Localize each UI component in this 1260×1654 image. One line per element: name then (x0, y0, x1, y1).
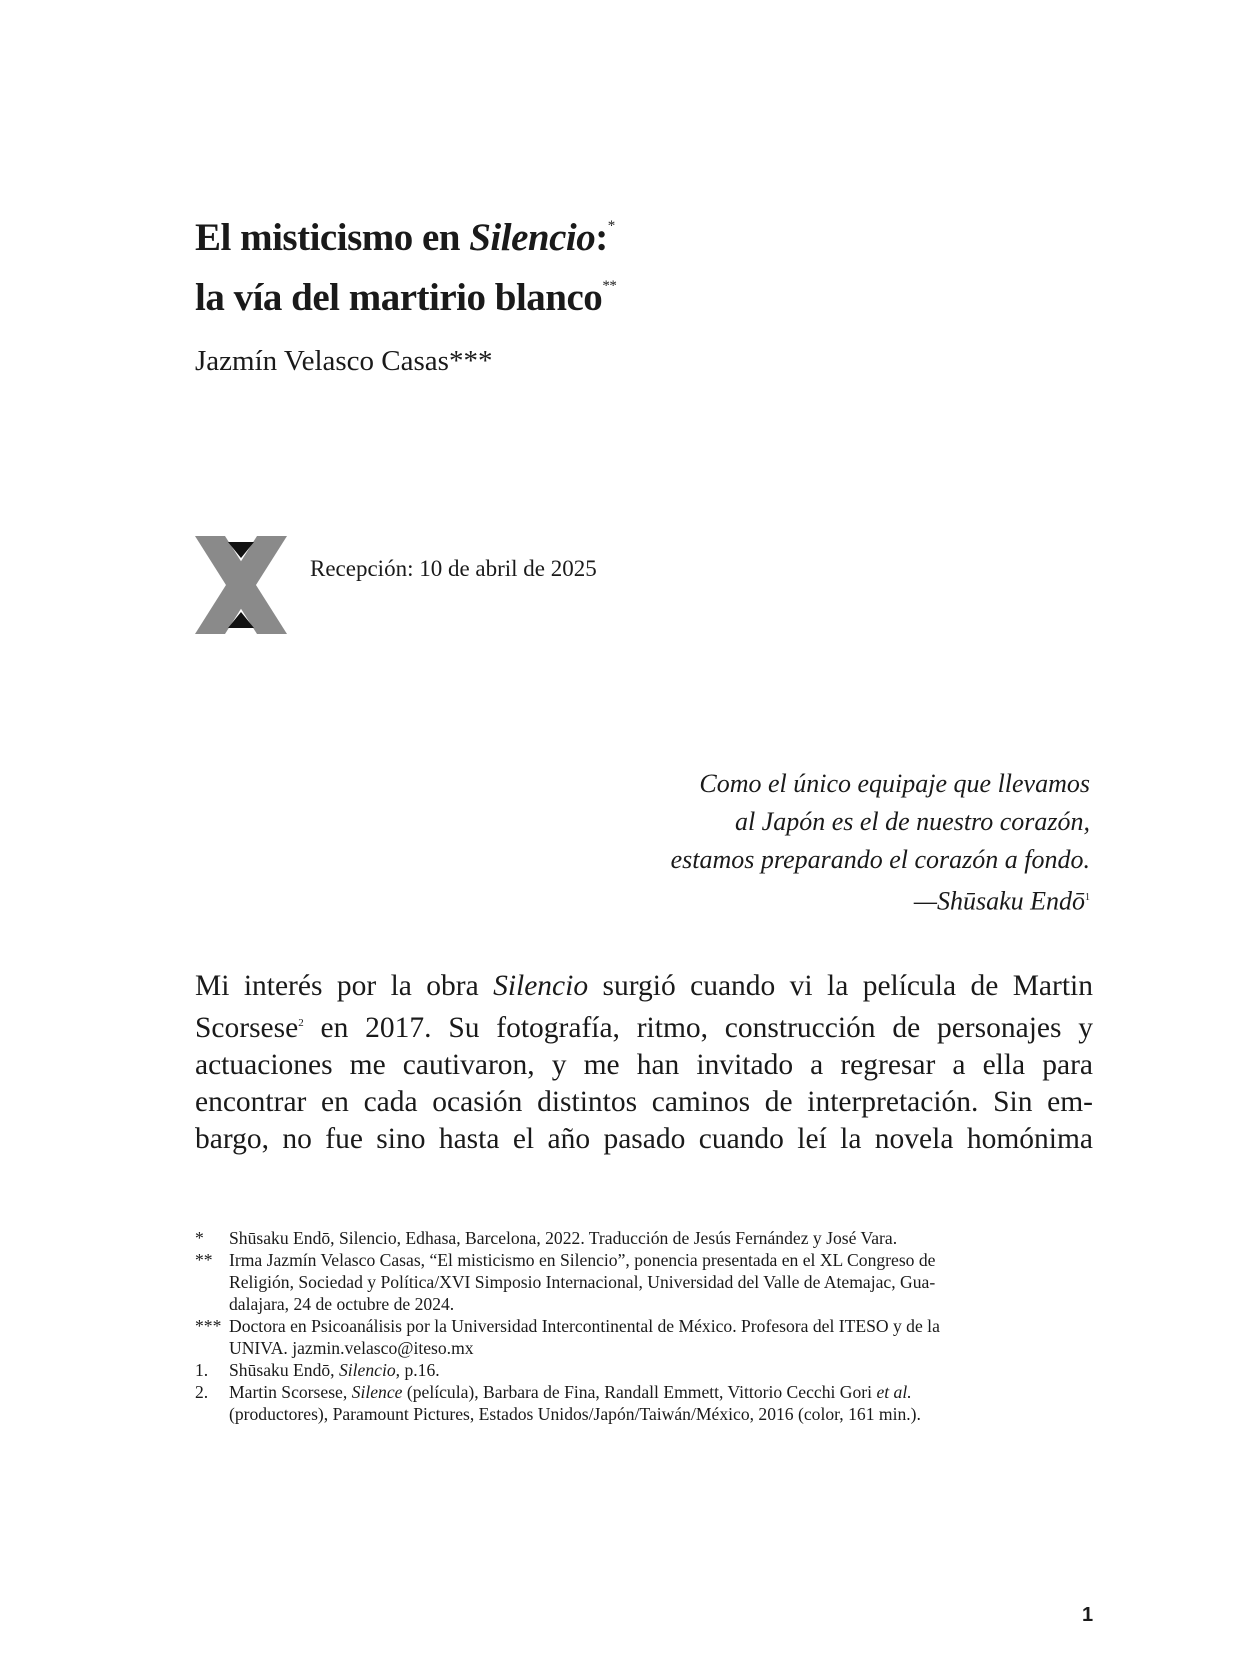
footnote-ref-2[interactable]: 2 (298, 1017, 304, 1029)
epigraph-author: —Shūsaku Endō (913, 886, 1085, 916)
footnote-fragment: , p.16. (395, 1360, 440, 1380)
footnote-fragment: Martin Scorsese, (229, 1382, 352, 1402)
footnote-mark: 2. (195, 1382, 209, 1402)
author-name: Jazmín Velasco Casas*** (195, 345, 493, 377)
footnote-italic: et al. (876, 1382, 912, 1402)
footnote-mark: 1. (195, 1360, 209, 1380)
title-line-1 (195, 205, 895, 265)
body-line: encontrar en cada ocasión distintos caminos de interpretación. Sin em- (195, 1085, 1093, 1118)
footnote-line: UNIVA. jazmin.velasco@iteso.mx (229, 1338, 474, 1358)
footnote-line: dalajara, 24 de octubre de 2024. (229, 1294, 455, 1314)
footnote-text (229, 1249, 1095, 1315)
footnote-fragment: (película), Barbara de Fina, Randall Emmett, Vittorio Cecchi Gori (402, 1382, 877, 1402)
footnote (195, 1381, 1095, 1425)
body-text-fragment: surgió cuando vi la película de Martin (588, 970, 1093, 1002)
body-text-fragment: en 2017. Su fotografía, ritmo, construcción de personajes y (303, 1011, 1093, 1044)
footnote-mark: *** (195, 1316, 222, 1336)
footnote (195, 1227, 1095, 1249)
body-line: bargo, no fue sino hasta el año pasado cuando leí la novela homónima (195, 1122, 1093, 1155)
footnote-text (229, 1227, 1095, 1249)
footnote-text (229, 1381, 1095, 1425)
footnote-mark: * (195, 1228, 204, 1248)
footnote (195, 1359, 1095, 1381)
footnote-ref-1[interactable]: 1 (1085, 892, 1090, 903)
epigraph-attribution (490, 879, 1090, 921)
footnote-italic: Silence (351, 1382, 403, 1402)
footnote-line (229, 1381, 1095, 1403)
title-italic-silencio: Silencio (469, 216, 596, 259)
footnote-text (229, 1315, 1095, 1359)
footnote-text (229, 1359, 1095, 1381)
footnote (195, 1315, 1095, 1359)
footnote-line (229, 1359, 1095, 1381)
title-footnote-mark-2[interactable]: ** (602, 278, 617, 294)
footnote-line: Shūsaku Endō, Silencio, Edhasa, Barcelona, 2022. Traducción de Jesús Fernández y José Vara. (229, 1228, 898, 1248)
footnote (195, 1249, 1095, 1315)
article-title (195, 205, 895, 325)
epigraph-line: al Japón es el de nuestro corazón, (734, 807, 1090, 836)
body-line (195, 1005, 1093, 1047)
body-italic-silencio: Silencio (493, 970, 589, 1002)
reception-date: Recepción: 10 de abril de 2025 (310, 556, 597, 581)
footnote-line: Religión, Sociedad y Política/XVI Simposio Internacional, Universidad del Valle de Atemajac, Gua- (229, 1272, 936, 1292)
footnote-line: (productores), Paramount Pictures, Estados Unidos/Japón/Taiwán/México, 2016 (color, 161 min.). (229, 1404, 921, 1424)
title-footnote-mark-1[interactable]: * (607, 218, 615, 234)
body-line (195, 968, 1093, 1005)
title-text-a: El misticismo en (195, 216, 470, 259)
footnote-fragment: Shūsaku Endō, (229, 1360, 339, 1380)
epigraph-line: Como el único equipaje que llevamos (699, 769, 1090, 798)
epigraph (490, 765, 1090, 921)
epigraph-line: estamos preparando el corazón a fondo. (670, 845, 1090, 874)
title-colon: : (595, 216, 608, 259)
title-text-b: la vía del martirio blanco (195, 276, 603, 319)
body-line: actuaciones me cautivaron, y me han invitado a regresar a ella para (195, 1048, 1093, 1081)
title-line-2 (195, 265, 895, 325)
body-text-fragment: Mi interés por la obra (195, 970, 494, 1002)
footnote-italic: Silencio (338, 1360, 396, 1380)
body-paragraph (195, 968, 1093, 1158)
footnote-line: Doctora en Psicoanálisis por la Universidad Intercontinental de México. Profesora del ITESO y de la (229, 1316, 940, 1336)
body-text-fragment: Scorsese (195, 1011, 299, 1044)
page-number: 1 (1082, 1604, 1094, 1626)
x-journal-logo-icon (195, 536, 287, 634)
footnotes (195, 1227, 1095, 1425)
footnote-line: Irma Jazmín Velasco Casas, “El misticismo en Silencio”, ponencia presentada en el XL Congreso de (229, 1250, 936, 1270)
footnote-mark: ** (195, 1250, 213, 1270)
